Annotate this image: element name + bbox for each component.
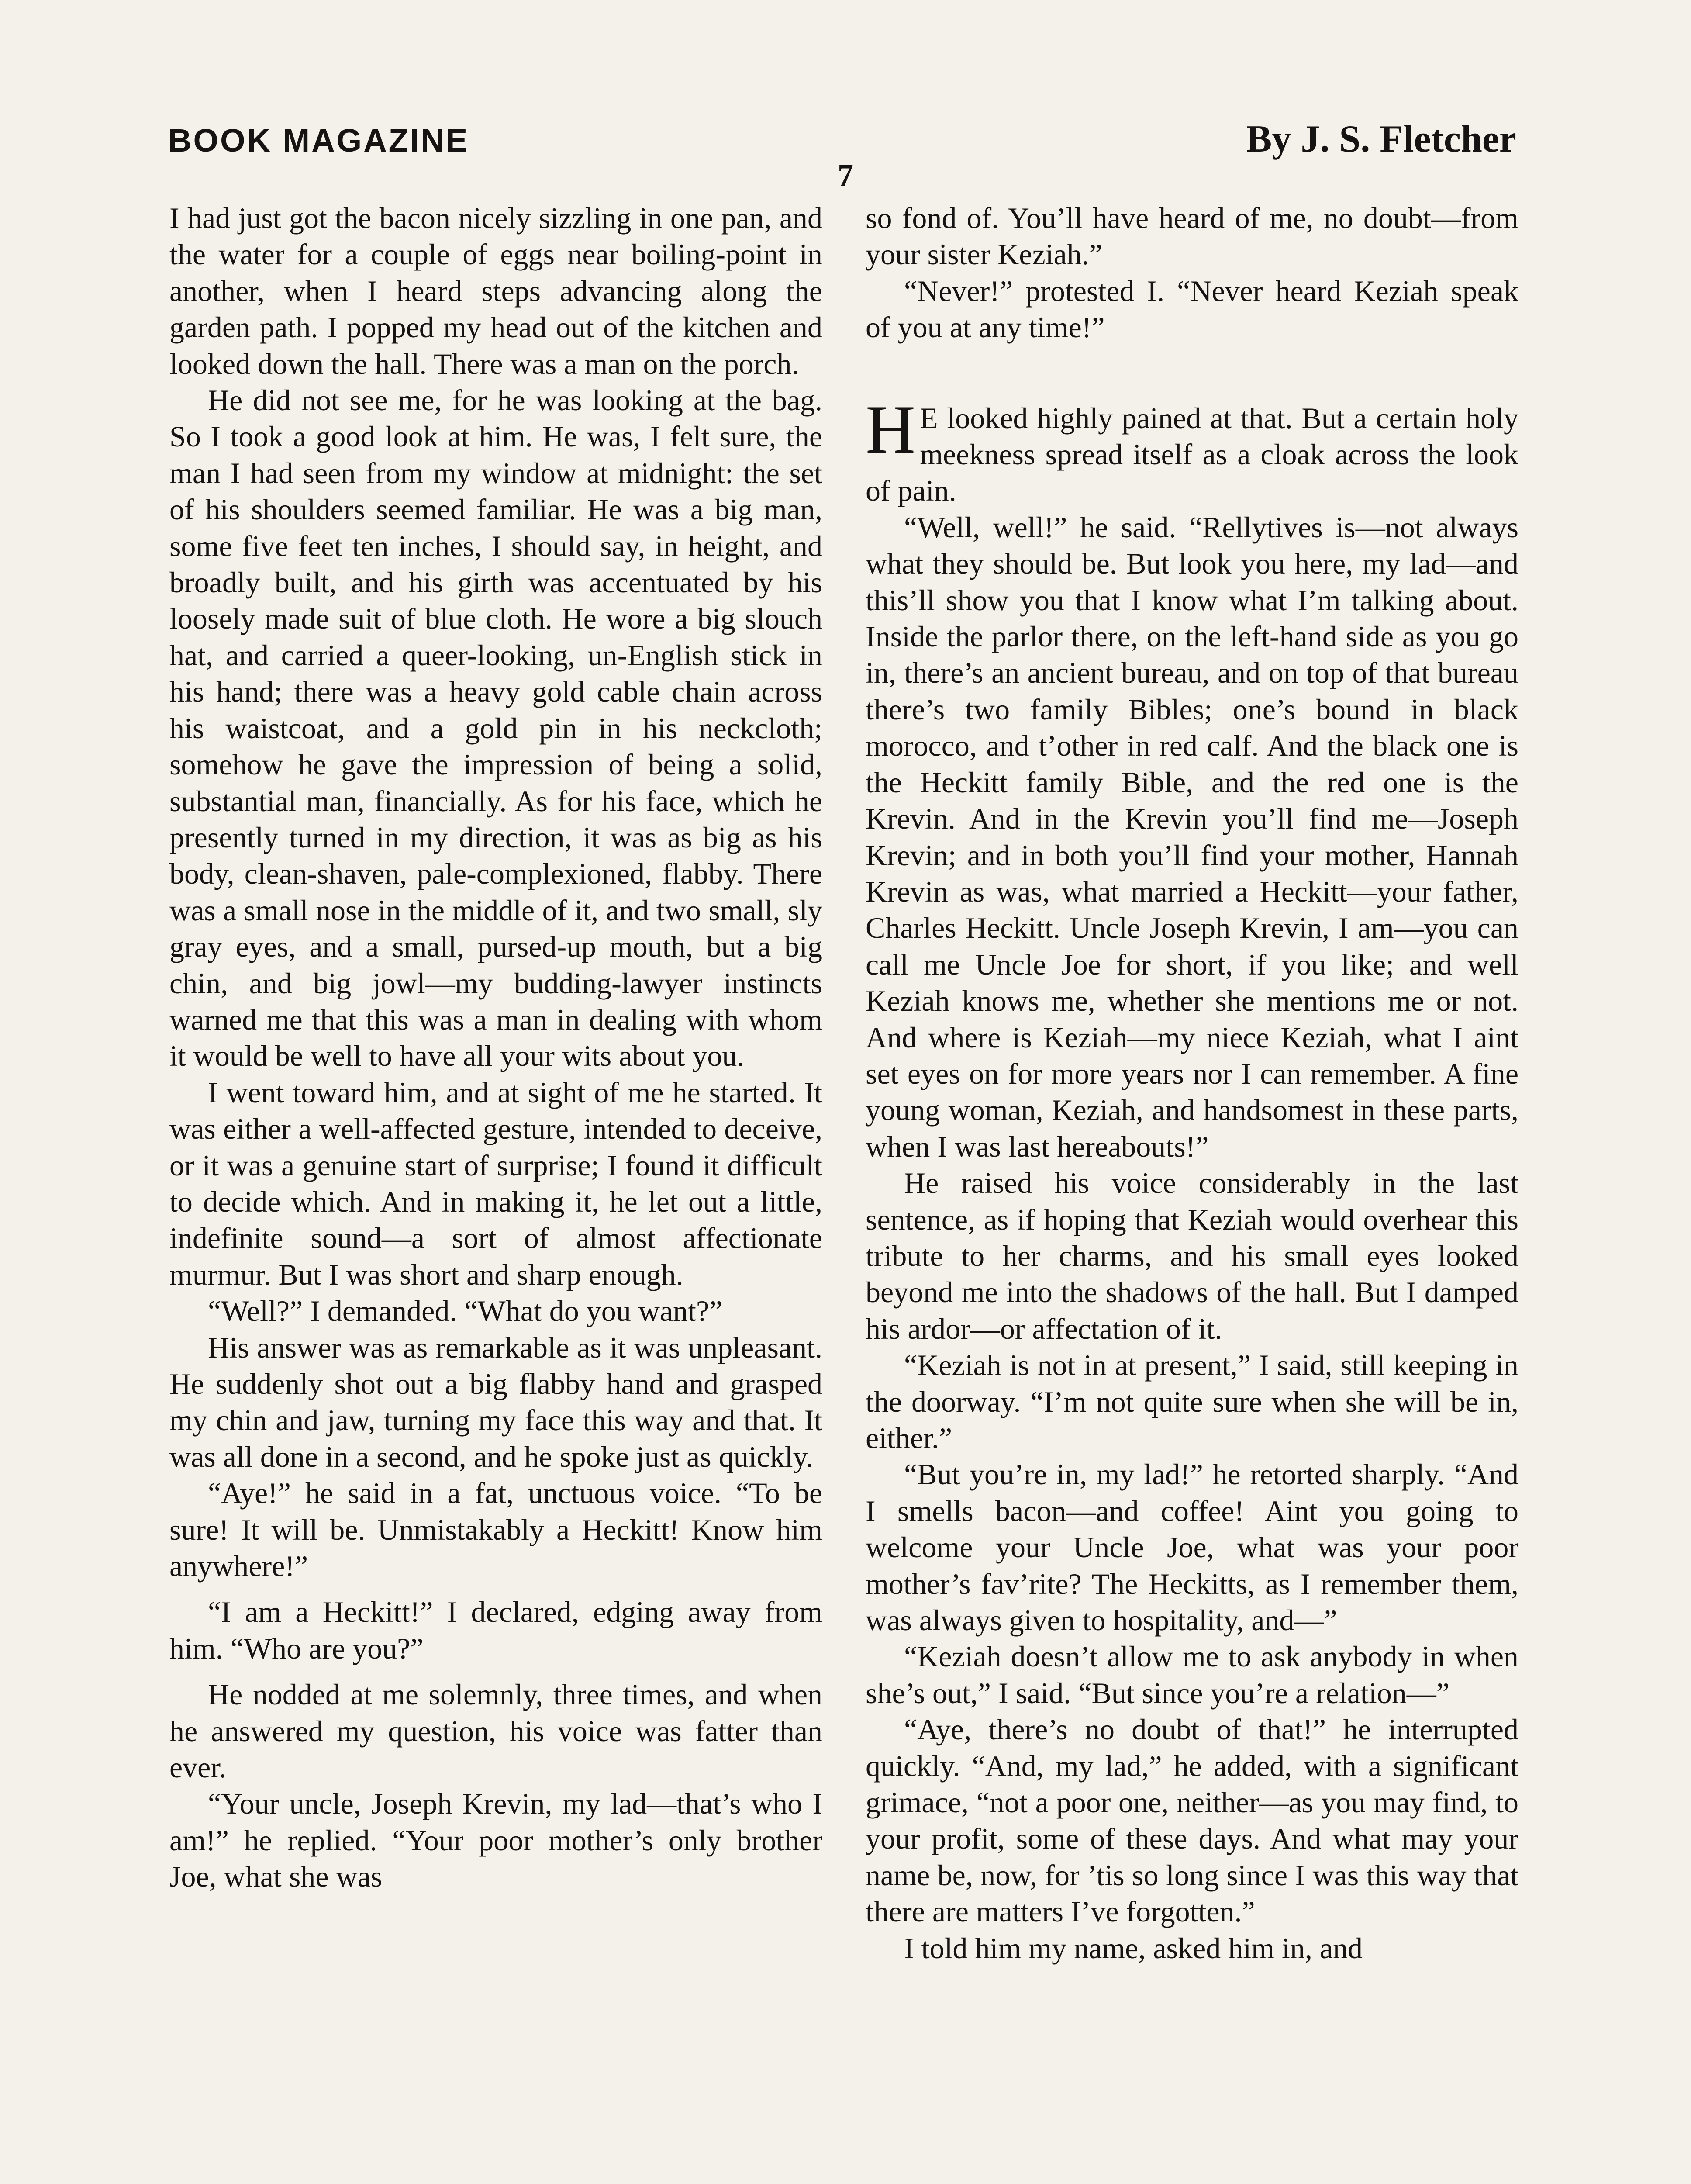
paragraph: “Aye, there’s no doubt of that!” he interrupted quickly. “And, my lad,” he added, with a significant grimace, “not a poor one, neither—as you may find, to your profit, some of these days. And what may your name be, now, for ’tis so long since I was this way that there are matters I’ve forgotten.” (866, 1713, 1518, 1928)
paragraph: I went toward him, and at sight of me he started. It was either a well-affected gesture, intended to deceive, or it was a genuine start of surprise; I found it difficult to decide which. And in making it, he let out a little, indefinite sound—a sort of almost affectionate murmur. But I was short and sharp enough. (169, 1075, 822, 1291)
paragraph: “I am a Heckitt!” I declared, edging away from him. “Who are you?” (169, 1595, 822, 1665)
paragraph: He did not see me, for he was looking at the bag. So I took a good look at him. He was, I felt sure, the man I had seen from my window at midnight: the set of his shoulders seemed familiar. He was a big man, some five feet ten inches, I should say, in height, and broadly built, and his girth was accentuated by his loosely made suit of blue cloth. He wore a big slouch hat, and carried a queer-looking, un-English stick in his hand; there was a heavy gold cable chain across his waistcoat, and a gold pin in his neckcloth; somehow he gave the impression of being a solid, substantial man, financially. As for his face, which he presently turned in my direction, it was as big as his body, clean-shaven, pale-complexioned, flabby. There was a small nose in the middle of it, and two small, sly gray eyes, and a small, pursed-up mouth, but a big chin, and big jowl—my budding-lawyer instincts warned me that this was a man in dealing with whom it would be well to have all your wits about you. (169, 384, 822, 1073)
paragraph: so fond of. You’ll have heard of me, no doubt—from your sister Keziah.” (866, 201, 1518, 271)
author-byline: By J. S. Fletcher (1246, 118, 1516, 160)
paragraph: “Aye!” he said in a fat, unctuous voice. “To be sure! It will be. Unmistakably a Heckitt! Know him anywhere!” (169, 1476, 822, 1583)
page-number: 7 (838, 158, 853, 193)
paragraph: “Never!” protested I. “Never heard Keziah speak of you at any time!” (866, 274, 1518, 344)
paragraph: I had just got the bacon nicely sizzling in one pan, and the water for a couple of eggs near boiling-point in another, when I heard steps advancing along the garden path. I popped my head out of the kitchen and looked down the hall. There was a man on the porch. (169, 201, 822, 380)
paragraph-text: E looked highly pained at that. But a certain holy meekness spread itself as a cloak across the look of pain. (866, 401, 1518, 508)
paragraph: He nodded at me solemnly, three times, and when he answered my question, his voice was fatter than ever. (169, 1678, 822, 1784)
magazine-title: BOOK MAGAZINE (168, 122, 469, 159)
paragraph: “Well, well!” he said. “Rellytives is—not always what they should be. But look you here, my lad—and this’ll show you that I know what I’m talking about. Inside the parlor there, on the left-hand side as you go in, there’s an ancient bureau, and on top of that bureau there’s two family Bibles; one’s bound in black morocco, and t’other in red calf. And the black one is the Heckitt family Bible, and the red one is the Krevin. And in the Krevin you’ll find me—Joseph Krevin; and in both you’ll find your mother, Hannah Krevin as was, what married a Heckitt—your father, Charles Heckitt. Uncle Joseph Krevin, I am—you can call me Uncle Joe for short, if you like; and well Keziah knows me, whether she mentions me or not. And where is Keziah—my niece Keziah, what I aint set eyes on for more years nor I can remember. A fine young woman, Keziah, and handsomest in these parts, when I was last hereabouts!” (866, 510, 1518, 1163)
right-column (866, 200, 1518, 1966)
paragraph: “Well?” I demanded. “What do you want?” (208, 1294, 723, 1328)
paragraph: I told him my name, asked him in, and (904, 1931, 1363, 1965)
paragraph: “Keziah is not in at present,” I said, still keeping in the doorway. “I’m not quite sure when she will be in, either.” (866, 1348, 1518, 1455)
section-paragraph (866, 391, 1518, 509)
paragraph: “Your uncle, Joseph Krevin, my lad—that’s who I am!” he replied. “Your poor mother’s only brother Joe, what she was (169, 1787, 822, 1894)
paragraph: “Keziah doesn’t allow me to ask anybody in when she’s out,” I said. “But since you’re a relation—” (866, 1640, 1518, 1710)
left-column (169, 200, 822, 1895)
drop-cap: H (866, 391, 916, 468)
paragraph: His answer was as remarkable as it was unpleasant. He suddenly shot out a big flabby hand and grasped my chin and jaw, turning my face this way and that. It was all done in a second, and he spoke just as quickly. (169, 1330, 822, 1473)
paragraph: “But you’re in, my lad!” he retorted sharply. “And I smells bacon—and coffee! Aint you going to welcome your Uncle Joe, what was your poor mother’s fav’rite? The Heckitts, as I remember them, was always given to hospitality, and—” (866, 1458, 1518, 1637)
paragraph: He raised his voice considerably in the last sentence, as if hoping that Keziah would overhear this tribute to her charms, and his small eyes looked beyond me into the shadows of the hall. But I damped his ardor—or affectation of it. (866, 1166, 1518, 1345)
